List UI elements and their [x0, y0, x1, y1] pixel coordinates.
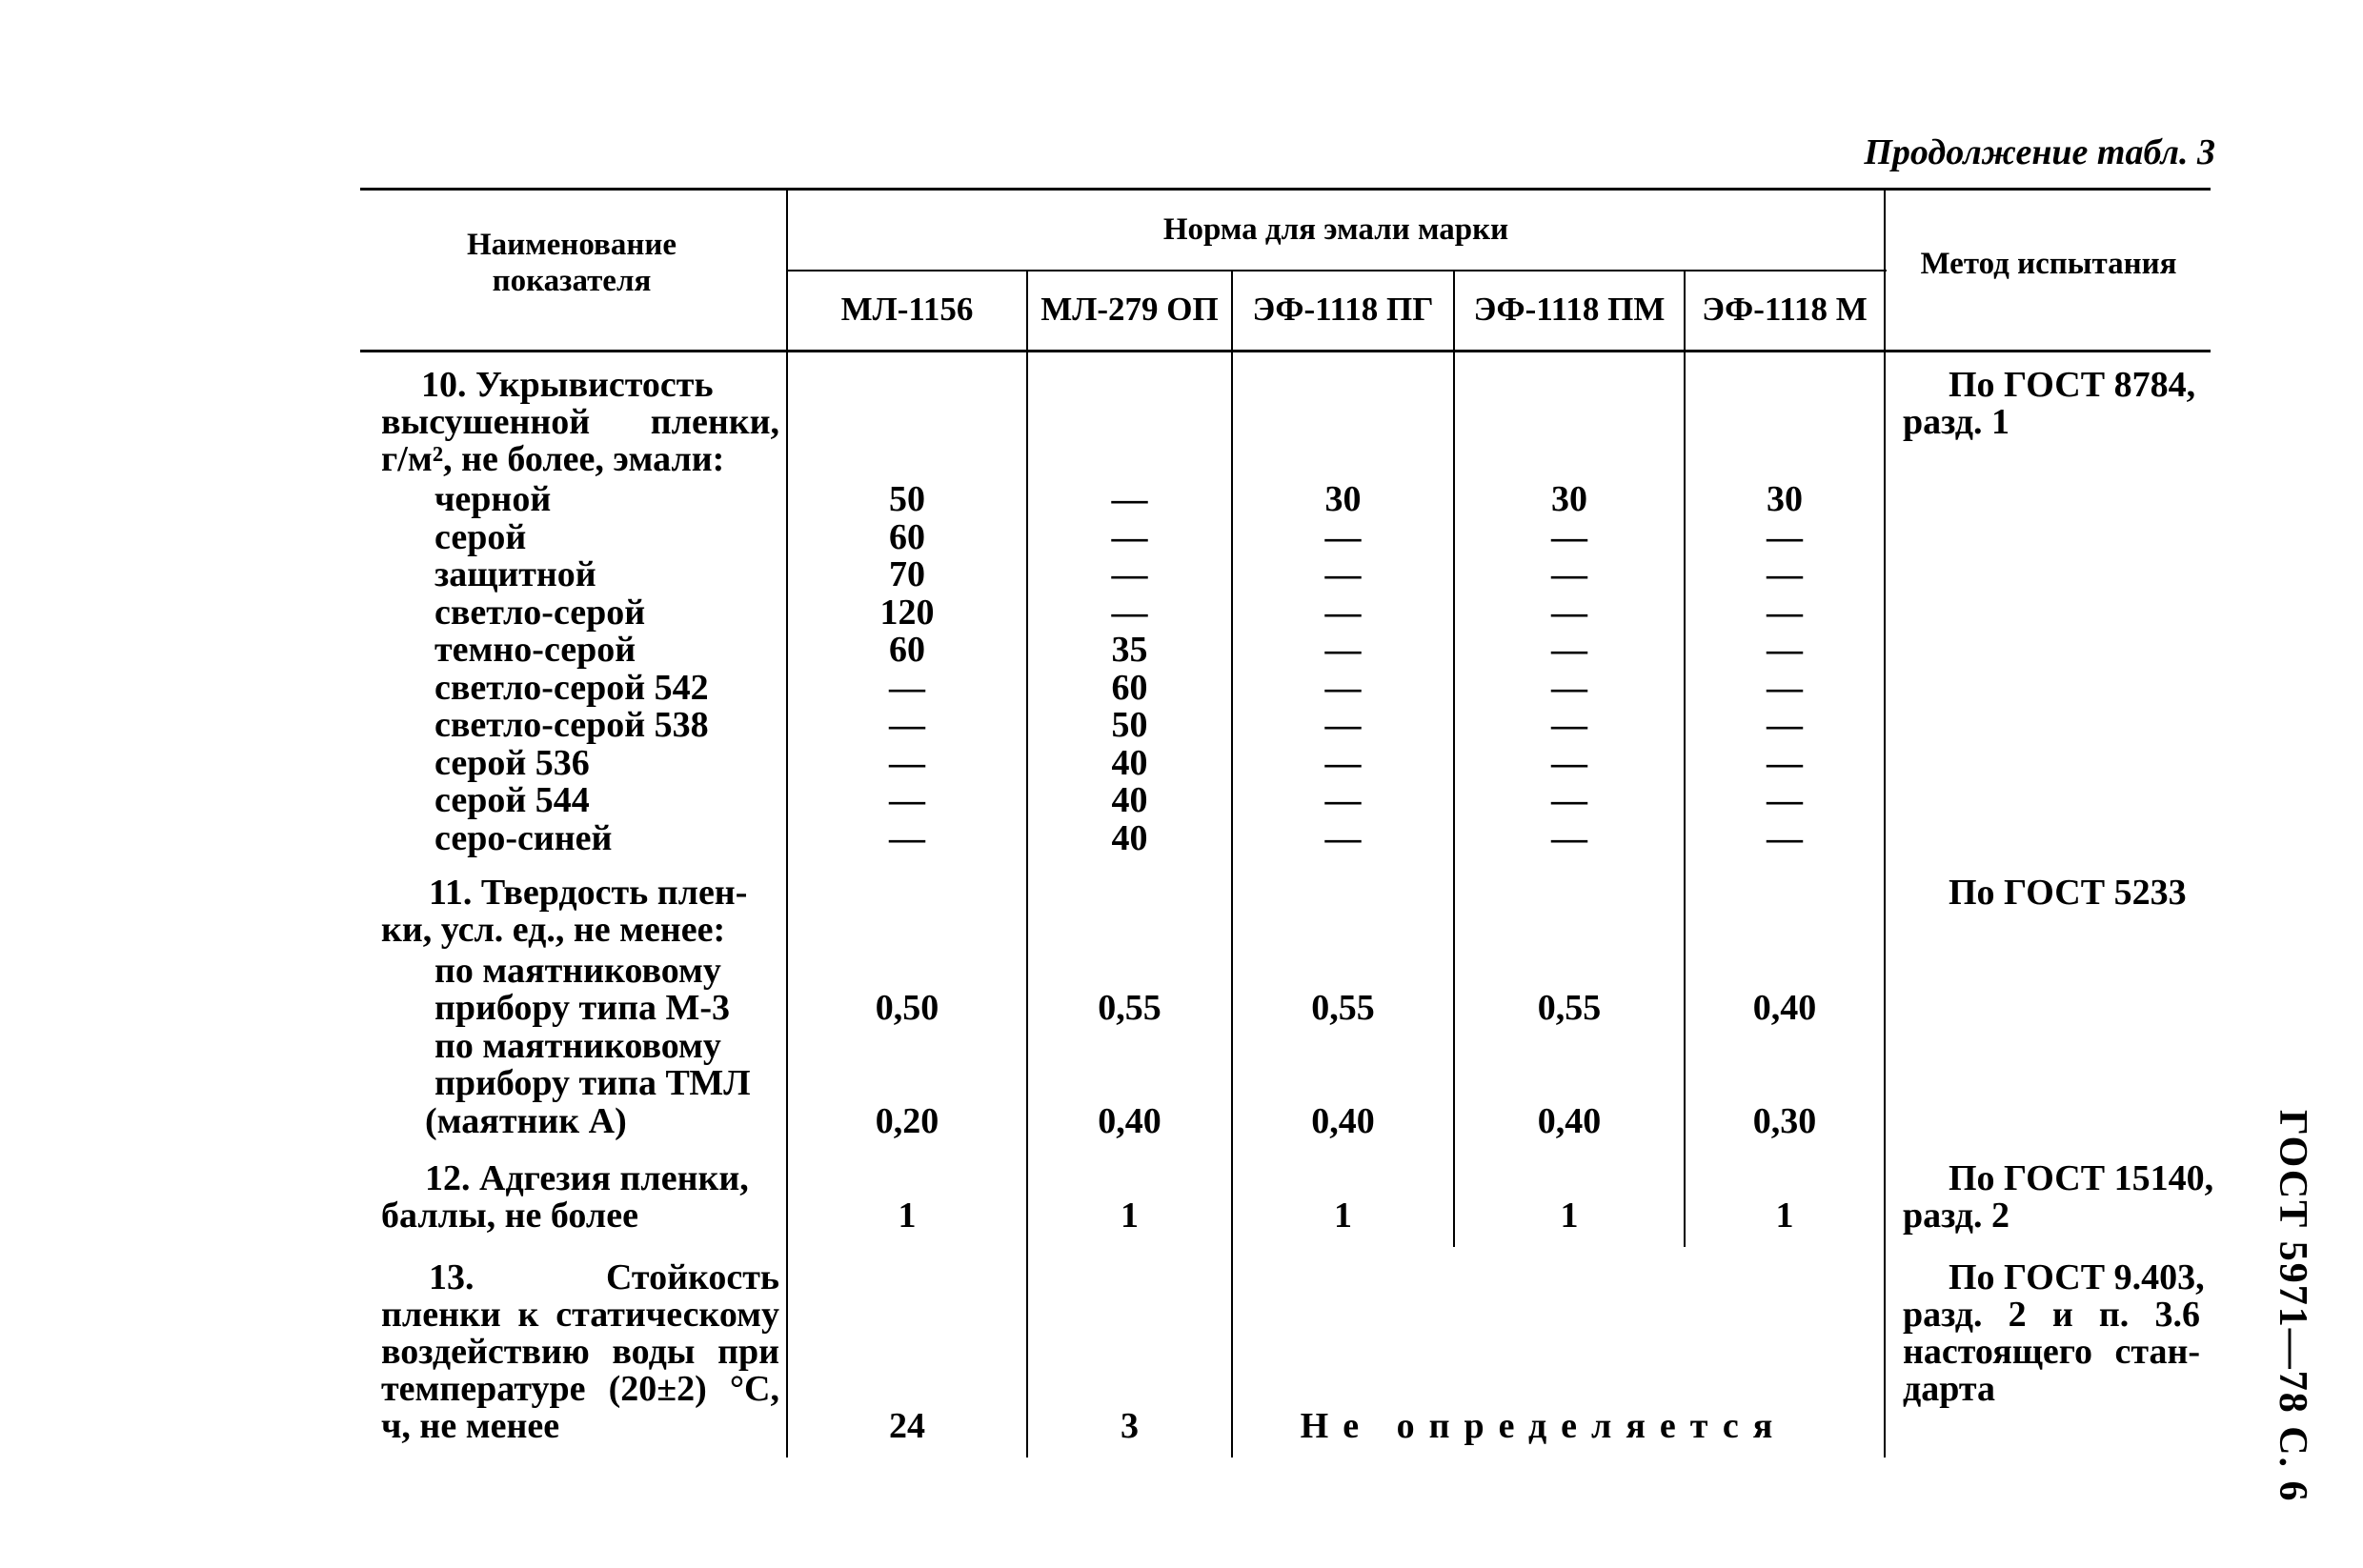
value-cell: — — [1324, 630, 1362, 670]
brand-header-rule — [788, 270, 1887, 271]
value-cell: 60 — [1111, 668, 1148, 708]
value-cell: — — [1551, 517, 1587, 557]
value-cell: 60 — [889, 630, 925, 670]
header-bottom-rule — [360, 350, 2211, 352]
item-label: серой 536 — [434, 743, 590, 783]
item-label: серо-синей — [434, 818, 613, 858]
column-divider — [1231, 271, 1233, 1457]
brand-header: ЭФ-1118 М — [1702, 291, 1868, 328]
row10-method: По ГОСТ 8784, — [1949, 365, 2196, 405]
value-cell: 0,40 — [1311, 1101, 1375, 1141]
row12-title: 12. Адгезия пленки, — [425, 1158, 749, 1198]
value-cell: 50 — [889, 479, 925, 519]
value-cell: — — [1324, 743, 1362, 783]
row10-method: разд. 1 — [1903, 402, 2010, 442]
value-cell: — — [1324, 668, 1362, 708]
value-cell: — — [1767, 593, 1803, 633]
brand-header: МЛ-1156 — [840, 291, 974, 328]
continuation-caption: Продолжение табл. 3 — [1864, 132, 2215, 172]
value-cell: — — [1324, 554, 1362, 594]
value-cell: 30 — [1551, 479, 1587, 519]
row11-sub: (маятник А) — [425, 1101, 627, 1141]
value-cell: 1 — [1775, 1196, 1794, 1236]
value-cell: 60 — [889, 517, 925, 557]
row13-method: разд. 2 и п. 3.6 — [1903, 1295, 2200, 1335]
row13-method: дарта — [1903, 1369, 1995, 1409]
row13-title: воздействию воды при — [381, 1332, 779, 1372]
value-cell: — — [1767, 517, 1803, 557]
value-cell: — — [1551, 743, 1587, 783]
row13-title: температуре (20±2) °С, — [381, 1369, 779, 1409]
row12-title: баллы, не более — [381, 1196, 638, 1236]
row13-title: пленки к статическому — [381, 1295, 779, 1335]
item-label: светло-серой 542 — [434, 668, 709, 708]
value-cell: — — [1767, 668, 1803, 708]
item-label: черной — [434, 479, 552, 519]
value-cell: — — [1767, 818, 1803, 858]
not-determined: Не определяется — [1300, 1406, 1787, 1446]
value-cell: — — [1111, 593, 1148, 633]
value-cell: — — [889, 818, 925, 858]
value-cell: 1 — [898, 1196, 917, 1236]
value-cell: — — [1767, 630, 1803, 670]
value-cell: — — [1551, 554, 1587, 594]
value-cell: 50 — [1111, 705, 1148, 745]
value-cell: — — [1324, 780, 1362, 820]
row12-method: По ГОСТ 15140, — [1949, 1158, 2214, 1198]
value-cell: — — [1767, 554, 1803, 594]
item-label: защитной — [434, 554, 596, 594]
value-cell: 3 — [1121, 1406, 1139, 1446]
value-cell: 0,40 — [1752, 988, 1817, 1028]
item-label: серой — [434, 517, 527, 557]
row11-title: ки, усл. ед., не менее: — [381, 910, 726, 950]
value-cell: — — [1324, 705, 1362, 745]
value-cell: 40 — [1111, 818, 1148, 858]
table-top-rule — [360, 188, 2211, 191]
value-cell: 30 — [1324, 479, 1362, 519]
value-cell: 0,20 — [875, 1101, 939, 1141]
value-cell: — — [889, 705, 925, 745]
value-cell: — — [1551, 668, 1587, 708]
row13-title: ч, не менее — [381, 1406, 560, 1446]
row11-sub: по маятниковому — [434, 1026, 721, 1066]
value-cell: 0,40 — [1098, 1101, 1161, 1141]
column-divider — [1884, 189, 1886, 1457]
row10-title: высушенной пленки, — [381, 402, 779, 442]
value-cell: — — [1767, 743, 1803, 783]
row11-title: 11. Твердость плен- — [429, 873, 748, 913]
item-label: светло-серой — [434, 593, 646, 633]
header-indicator: Наименование показателя — [467, 228, 677, 298]
value-cell: — — [889, 780, 925, 820]
item-label: светло-серой 538 — [434, 705, 709, 745]
value-cell: 0,55 — [1098, 988, 1161, 1028]
value-cell: — — [1767, 705, 1803, 745]
row12-method: разд. 2 — [1903, 1196, 2010, 1236]
value-cell: 70 — [889, 554, 925, 594]
value-cell: — — [1551, 818, 1587, 858]
value-cell: — — [1551, 593, 1587, 633]
row13-title: 13. Стойкость — [429, 1257, 779, 1297]
row13-method: настоящего стан- — [1903, 1332, 2200, 1372]
value-cell: 0,30 — [1752, 1101, 1817, 1141]
value-cell: 30 — [1767, 479, 1803, 519]
value-cell: 0,55 — [1311, 988, 1375, 1028]
value-cell: — — [1551, 630, 1587, 670]
value-cell: — — [889, 668, 925, 708]
value-cell: — — [1551, 705, 1587, 745]
value-cell: — — [1767, 780, 1803, 820]
value-cell: 120 — [879, 593, 935, 633]
value-cell: — — [1324, 517, 1362, 557]
item-label: серой 544 — [434, 780, 590, 820]
value-cell: — — [889, 743, 925, 783]
value-cell: 1 — [1121, 1196, 1139, 1236]
value-cell: — — [1551, 780, 1587, 820]
value-cell: — — [1111, 479, 1148, 519]
row11-sub: прибору типа ТМЛ — [434, 1063, 751, 1103]
row11-sub: по маятниковому — [434, 951, 721, 991]
brand-header: ЭФ-1118 ПГ — [1252, 291, 1434, 328]
value-cell: 0,55 — [1537, 988, 1602, 1028]
row11-method: По ГОСТ 5233 — [1949, 873, 2187, 913]
value-cell: 35 — [1111, 630, 1148, 670]
value-cell: 40 — [1111, 780, 1148, 820]
row11-sub: прибору типа М-3 — [434, 988, 731, 1028]
brand-header: МЛ-279 ОП — [1040, 291, 1219, 328]
brand-header: ЭФ-1118 ПМ — [1473, 291, 1666, 328]
value-cell: — — [1324, 818, 1362, 858]
header-method: Метод испытания — [1920, 247, 2177, 281]
document-code: ГОСТ 5971—78 С. 6 — [2271, 1110, 2314, 1503]
row13-method: По ГОСТ 9.403, — [1949, 1257, 2205, 1297]
value-cell: 24 — [889, 1406, 925, 1446]
value-cell: — — [1324, 593, 1362, 633]
value-cell: — — [1111, 517, 1148, 557]
value-cell: — — [1111, 554, 1148, 594]
column-divider — [1026, 271, 1028, 1457]
header-norm: Норма для эмали марки — [1162, 212, 1509, 247]
value-cell: 1 — [1560, 1196, 1579, 1236]
row10-title: г/м², не более, эмали: — [381, 439, 725, 479]
value-cell: 40 — [1111, 743, 1148, 783]
row10-title: 10. Укрывистость — [421, 365, 714, 405]
value-cell: 1 — [1334, 1196, 1352, 1236]
value-cell: 0,50 — [875, 988, 939, 1028]
value-cell: 0,40 — [1537, 1101, 1602, 1141]
item-label: темно-серой — [434, 630, 636, 670]
